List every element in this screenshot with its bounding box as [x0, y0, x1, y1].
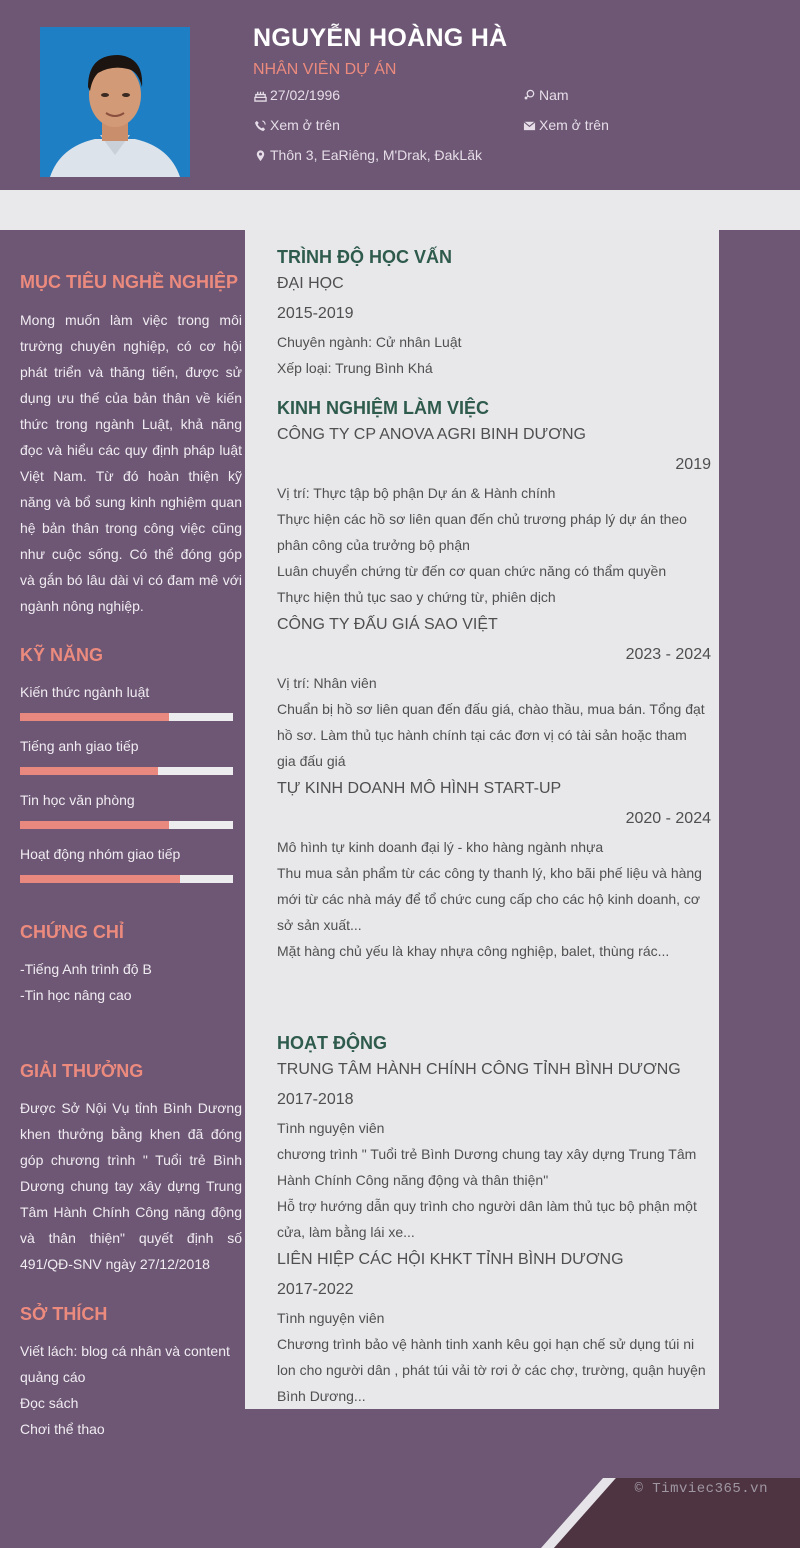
hobby-item: Đọc sách [20, 1395, 79, 1411]
job-line: Mặt hàng chủ yếu là khay nhựa công nghiệp, balet, thùng rác... [277, 943, 670, 959]
footer [0, 1478, 800, 1548]
job-company: TỰ KINH DOANH MÔ HÌNH START-UP [277, 780, 562, 797]
job-line: Vị trí: Thực tập bộ phận Dự án & Hành chính [277, 485, 556, 501]
candidate-name: NGUYỄN HOÀNG HÀ [253, 24, 508, 52]
phone-row [253, 117, 340, 133]
activity-line: chương trình " Tuổi trẻ Bình Dương chung tay xây dựng Trung Tâm Hành Chính Công năng động và thân thiện" [277, 1146, 697, 1188]
job-details [277, 834, 709, 964]
certificate-item: -Tiếng Anh trình độ B [20, 961, 152, 977]
email-value: Xem ở trên [539, 117, 609, 133]
gender-icon [522, 88, 536, 102]
skill-bar [20, 821, 233, 829]
gender-row [522, 87, 569, 103]
activity-details [277, 1115, 709, 1245]
birthday-value: 27/02/1996 [270, 87, 341, 103]
job-line: Thu mua sản phẩm từ các công ty thanh lý, kho bãi phế liệu và hàng mới từ các nhà máy để tổ chức cung cấp cho các hộ kinh doanh, cơ sở sản xuất... [277, 865, 702, 933]
map-pin-icon [253, 148, 267, 162]
job-company: CÔNG TY CP ANOVA AGRI BINH DƯƠNG [277, 426, 586, 443]
job-line: Mô hình tự kinh doanh đại lý - kho hàng ngành nhựa [277, 839, 604, 855]
skill-name: Kiến thức ngành luật [20, 684, 150, 700]
education-details [277, 329, 709, 381]
skill-name: Tiếng anh giao tiếp [20, 738, 139, 754]
skill-fill [20, 875, 180, 883]
objective-title: MỤC TIÊU NGHỀ NGHIỆP [20, 272, 239, 292]
job-details [277, 670, 709, 774]
job-line: Thực hiện các hồ sơ liên quan đến chủ trương pháp lý dự án theo phân công của trưởng bộ phận [277, 511, 687, 553]
job-period: 2023 - 2024 [625, 646, 711, 663]
hobby-item: Chơi thể thao [20, 1421, 105, 1437]
skill-fill [20, 767, 158, 775]
profile-photo [40, 27, 190, 177]
activity-org: LIÊN HIỆP CÁC HỘI KHKT TỈNH BÌNH DƯƠNG [277, 1251, 624, 1268]
skill-name: Tin học văn phòng [20, 792, 135, 808]
job-details [277, 480, 709, 610]
education-grade: Xếp loại: Trung Bình Khá [277, 360, 433, 376]
hobbies-title: SỞ THÍCH [20, 1304, 108, 1324]
envelope-icon [522, 118, 536, 132]
skill-bar [20, 713, 233, 721]
cv-header [0, 0, 800, 190]
activity-line: Hỗ trợ hướng dẫn quy trình cho người dân làm thủ tục bộ phận một cửa, làm bằng lái xe... [277, 1198, 697, 1240]
skills-title: KỸ NĂNG [20, 645, 104, 665]
cake-icon [253, 88, 267, 102]
address-row [253, 147, 482, 163]
education-period: 2015-2019 [277, 305, 354, 322]
address-value: Thôn 3, EaRiêng, M'Drak, ĐakLăk [270, 147, 482, 163]
hobby-item: Viết lách: blog cá nhân và content quảng cáo [20, 1343, 230, 1385]
education-title: TRÌNH ĐỘ HỌC VẤN [277, 247, 452, 267]
job-period: 2020 - 2024 [625, 810, 711, 827]
job-line: Thực hiện thủ tục sao y chứng từ, phiên dịch [277, 589, 556, 605]
activity-details [277, 1305, 709, 1409]
activity-line: Tình nguyện viên [277, 1310, 385, 1326]
certificates-title: CHỨNG CHỈ [20, 922, 124, 942]
job-line: Luân chuyển chứng từ đến cơ quan chức năng có thẩm quyền [277, 563, 667, 579]
gender-value: Nam [539, 87, 569, 103]
activity-org: TRUNG TÂM HÀNH CHÍNH CÔNG TỈNH BÌNH DƯƠNG [277, 1061, 681, 1078]
skill-fill [20, 821, 169, 829]
objective-text: Mong muốn làm việc trong môi trường chuyên nghiệp, có cơ hội phát triển và thăng tiến, được sử dụng ưu thế của bản thân về kiến thức trong ngành Luật, khả năng đọc và hiểu các quy định pháp luật Việt Nam. Từ đó hoàn thiện kỹ năng và bổ sung kinh nghiệm quan hệ bản thân trong công việc cũng như cuộc sống. Có thể đóng góp và gắn bó lâu dài vì có đam mê với ngành nông nghiệp. [20, 312, 242, 614]
activity-line: Tình nguyện viên [277, 1120, 385, 1136]
job-line: Vị trí: Nhân viên [277, 675, 377, 691]
watermark: © Timviec365.vn [634, 1481, 768, 1497]
awards-text: Được Sở Nội Vụ tỉnh Bình Dương khen thưởng bằng khen đã đóng góp chương trình " Tuổi trẻ Bình Dương chung tay xây dựng Trung Tâm Hành Chính Công năng động và thân thiện" quyết định số 491/QĐ-SNV ngày 27/12/2018 [20, 1100, 242, 1272]
activity-period: 2017-2018 [277, 1091, 354, 1108]
hobbies-list [20, 1338, 242, 1442]
education-major: Chuyên ngành: Cử nhân Luật [277, 334, 462, 350]
email-row [522, 117, 609, 133]
activities-title: HOẠT ĐỘNG [277, 1033, 387, 1053]
activity-period: 2017-2022 [277, 1281, 354, 1298]
skill-bar [20, 767, 233, 775]
birthday-row [253, 87, 340, 103]
skill-bar [20, 875, 233, 883]
job-company: CÔNG TY ĐẤU GIÁ SAO VIỆT [277, 616, 498, 633]
education-school: ĐẠI HỌC [277, 275, 344, 292]
job-period: 2019 [675, 456, 711, 473]
experience-title: KINH NGHIỆM LÀM VIỆC [277, 398, 490, 418]
awards-title: GIẢI THƯỞNG [20, 1061, 144, 1081]
certificates-list [20, 956, 242, 1008]
job-line: Chuẩn bị hồ sơ liên quan đến đấu giá, chào thầu, mua bán. Tổng đạt hồ sơ. Làm thủ tục hành chính tại các đơn vị có tài sản hoặc tham gia đấu giá [277, 701, 705, 769]
candidate-position: NHÂN VIÊN DỰ ÁN [253, 61, 397, 78]
phone-icon [253, 118, 267, 132]
activity-line: Chương trình bảo vệ hành tinh xanh kêu gọi hạn chế sử dụng túi ni lon cho người dân , phát túi vải tờ rơi ở các chợ, trường, quận huyện Bình Dương... [277, 1336, 706, 1404]
skill-fill [20, 713, 169, 721]
skill-name: Hoạt động nhóm giao tiếp [20, 846, 181, 862]
certificate-item: -Tin học nâng cao [20, 987, 132, 1003]
phone-value: Xem ở trên [270, 117, 340, 133]
